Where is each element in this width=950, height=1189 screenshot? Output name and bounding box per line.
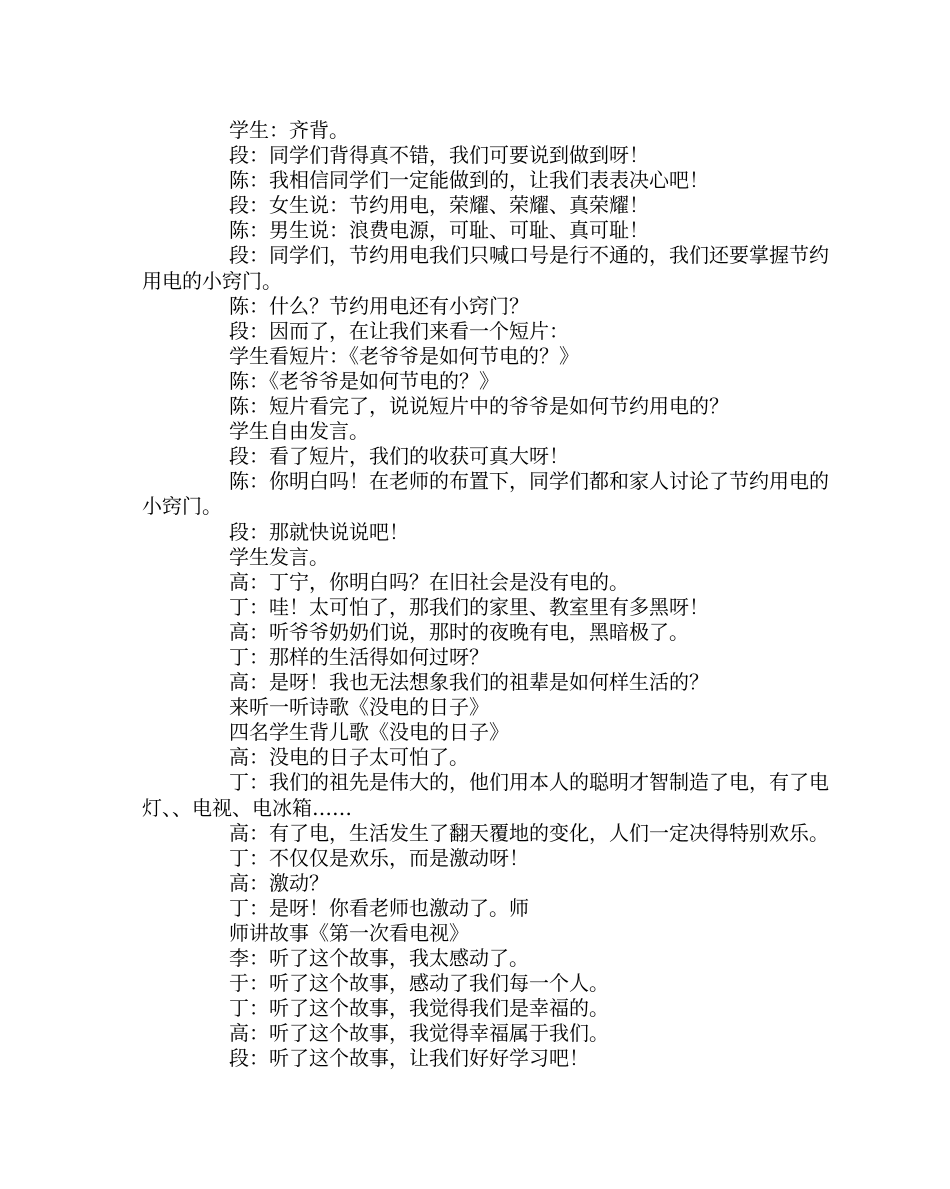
dialogue-paragraph: 丁：听了这个故事，我觉得我们是幸福的。 (229, 996, 609, 1021)
dialogue-paragraph: 陈：什么？节约用电还有小窍门？ (229, 293, 529, 318)
dialogue-paragraph: 高：听了这个故事，我觉得幸福属于我们。 (229, 1021, 609, 1046)
dialogue-paragraph: 陈：《老爷爷是如何节电的？》 (229, 368, 499, 393)
dialogue-paragraph: 学生发言。 (229, 544, 329, 569)
dialogue-paragraph: 丁：哇！太可怕了，那我们的家里、教室里有多黑呀！ (229, 594, 709, 619)
dialogue-paragraph: 学生看短片：《老爷爷是如何节电的？》 (229, 343, 579, 368)
dialogue-paragraph: 段：同学们背得真不错，我们可要说到做到呀！ (229, 143, 649, 168)
dialogue-paragraph: 高：有了电，生活发生了翻天覆地的变化，人们一定决得特别欢乐。 (229, 820, 829, 845)
dialogue-paragraph: 段：听了这个故事，让我们好好学习吧！ (229, 1046, 589, 1071)
dialogue-paragraph: 学生：齐背。 (229, 118, 349, 142)
dialogue-paragraph: 丁：是呀！你看老师也激动了。师 (229, 895, 529, 920)
dialogue-paragraph: 学生自由发言。 (229, 419, 369, 444)
dialogue-paragraph: 四名学生背儿歌《没电的日子》 (229, 720, 509, 745)
dialogue-paragraph: 陈：你明白吗！在老师的布置下，同学们都和家人讨论了节约用电的小窍门。 (142, 469, 829, 519)
dialogue-paragraph: 高：是呀！我也无法想象我们的祖辈是如何样生活的？ (229, 670, 709, 695)
dialogue-paragraph: 于：听了这个故事，感动了我们每一个人。 (229, 971, 609, 996)
dialogue-paragraph: 段：同学们，节约用电我们只喊口号是行不通的，我们还要掌握节约用电的小窍门。 (142, 243, 829, 293)
dialogue-paragraph: 陈：我相信同学们一定能做到的，让我们表表决心吧！ (229, 168, 709, 193)
dialogue-paragraph: 段：看了短片，我们的收获可真大呀！ (229, 444, 569, 469)
dialogue-paragraph: 陈：短片看完了，说说短片中的爷爷是如何节约用电的？ (229, 394, 729, 419)
dialogue-paragraph: 李：听了这个故事，我太感动了。 (229, 946, 529, 971)
document-body (142, 118, 832, 1072)
dialogue-paragraph: 段：女生说：节约用电，荣耀、荣耀、真荣耀！ (229, 193, 649, 218)
dialogue-paragraph: 高：丁宁，你明白吗？在旧社会是没有电的。 (229, 569, 629, 594)
dialogue-paragraph: 高：听爷爷奶奶们说，那时的夜晚有电，黑暗极了。 (229, 619, 689, 644)
dialogue-paragraph: 师讲故事《第一次看电视》 (229, 921, 469, 945)
dialogue-paragraph: 陈：男生说：浪费电源，可耻、可耻、真可耻！ (229, 218, 649, 243)
dialogue-paragraph: 丁：那样的生活得如何过呀？ (229, 644, 489, 669)
dialogue-paragraph: 段：因而了，在让我们来看一个短片： (229, 318, 569, 343)
dialogue-paragraph: 段：那就快说说吧！ (229, 519, 409, 544)
dialogue-paragraph: 高：激动？ (229, 870, 329, 895)
dialogue-paragraph: 丁：不仅仅是欢乐，而是激动呀！ (229, 845, 529, 870)
dialogue-paragraph: 丁：我们的祖先是伟大的，他们用本人的聪明才智制造了电，有了电灯、、电视、电冰箱…… (142, 770, 829, 820)
dialogue-paragraph: 来听一听诗歌《没电的日子》 (229, 695, 489, 720)
dialogue-paragraph: 高：没电的日子太可怕了。 (229, 745, 469, 770)
